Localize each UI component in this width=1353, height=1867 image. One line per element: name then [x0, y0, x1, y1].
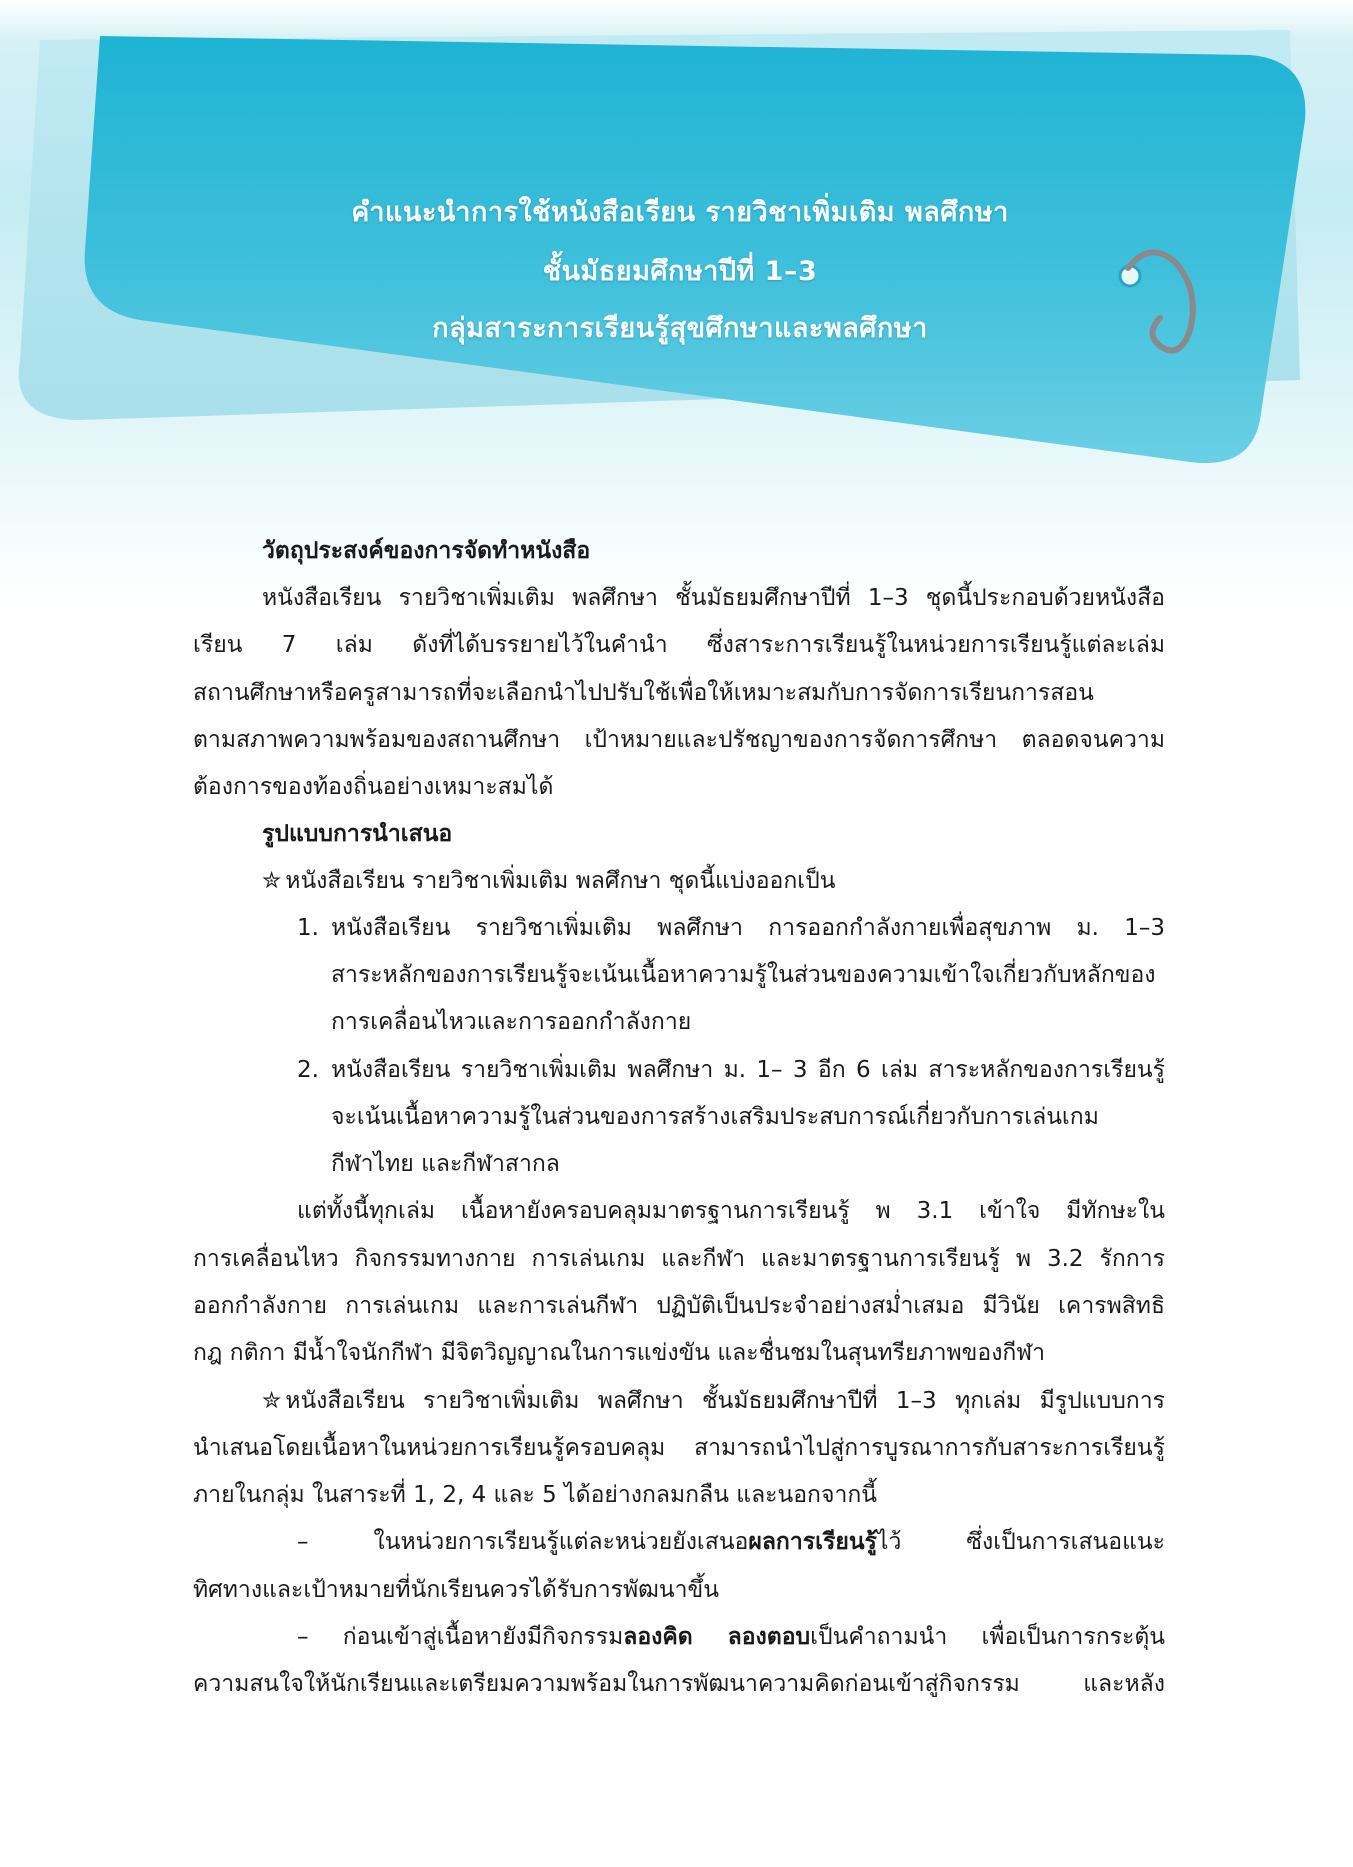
list-number: 2. [297, 1057, 319, 1083]
dash-item-text: – ก่อนเข้าสู่เนื้อหายังมีกิจกรรม [297, 1624, 624, 1650]
list-item-line: จะเน้นเนื้อหาความรู้ในส่วนของการสร้างเสริมประสบการณ์เกี่ยวกับการเล่นเกม [331, 1104, 1099, 1130]
list-number: 1. [297, 915, 319, 941]
section-heading-format: รูปแบบการนำเสนอ [262, 821, 453, 847]
paragraph-line: ความสนใจให้นักเรียนและเตรียมความพร้อมในการพัฒนาความคิดก่อนเข้าสู่กิจกรรม และหลัง [193, 1671, 1165, 1697]
paragraph-line: กฎ กติกา มีน้ำใจนักกีฬา มีจิตวิญญาณในการแข่งขัน และชื่นชมในสุนทรียภาพของกีฬา [193, 1340, 1045, 1366]
paragraph-line: ต้องการของท้องถิ่นอย่างเหมาะสมได้ [193, 774, 554, 800]
dash-item-text: – ในหน่วยการเรียนรู้แต่ละหน่วยยังเสนอ [297, 1529, 749, 1555]
star-outline-icon: ✮ [262, 1388, 282, 1414]
paragraph-line: สถานศึกษาหรือครูสามารถที่จะเลือกนำไปปรับใช้เพื่อให้เหมาะสมกับการจัดการเรียนการสอน [193, 680, 1094, 706]
dash-item [297, 1622, 1165, 1652]
paragraph-line: นำเสนอโดยเนื้อหาในหน่วยการเรียนรู้ครอบคลุม สามารถนำไปสู่การบูรณาการกับสาระการเรียนรู้ [193, 1435, 1165, 1461]
star-outline-icon: ✮ [262, 868, 282, 894]
list-item-text: หนังสือเรียน รายวิชาเพิ่มเติม พลศึกษา การออกกำลังกายเพื่อสุขภาพ ม. 1–3 [331, 915, 1165, 941]
paragraph-line: การเคลื่อนไหว กิจกรรมทางกาย การเล่นเกม และกีฬา และมาตรฐานการเรียนรู้ พ 3.2 รักการ [193, 1246, 1165, 1272]
bullet-text: หนังสือเรียน รายวิชาเพิ่มเติม พลศึกษา ชุดนี้แบ่งออกเป็น [285, 868, 836, 894]
dash-item [297, 1527, 1165, 1557]
paragraph-line: ออกกำลังกาย การเล่นเกม และการเล่นกีฬา ปฏิบัติเป็นประจำอย่างสม่ำเสมอ มีวินัย เคารพสิทธิ [193, 1293, 1165, 1319]
list-item-line: กีฬาไทย และกีฬาสากล [331, 1151, 560, 1177]
list-item-text: หนังสือเรียน รายวิชาเพิ่มเติม พลศึกษา ม. 1– 3 อีก 6 เล่ม สาระหลักของการเรียนรู้ [331, 1057, 1165, 1083]
bullet-line [262, 1386, 1165, 1416]
dash-item-bold: ลองคิด ลองตอบ [623, 1624, 811, 1650]
list-item [297, 913, 1165, 943]
paragraph-line: ตามสภาพความพร้อมของสถานศึกษา เป้าหมายและปรัชญาของการจัดการศึกษา ตลอดจนความ [193, 727, 1165, 753]
list-item [297, 1055, 1165, 1085]
page-title-line-3: กลุ่มสาระการเรียนรู้สุขศึกษาและพลศึกษา [432, 313, 928, 344]
dash-item-bold: ผลการเรียนรู้ [748, 1529, 877, 1555]
dash-item-text: เป็นคำถามนำ เพื่อเป็นการกระตุ้น [810, 1624, 1165, 1650]
section-heading-objective: วัตถุประสงค์ของการจัดทำหนังสือ [262, 538, 591, 564]
paragraph-line: หนังสือเรียน รายวิชาเพิ่มเติม พลศึกษา ชั้นมัธยมศึกษาปีที่ 1–3 ชุดนี้ประกอบด้วยหนังสือ [262, 585, 1165, 611]
page-title-line-2: ชั้นมัธยมศึกษาปีที่ 1–3 [542, 256, 818, 287]
paragraph-line: ภายในกลุ่ม ในสาระที่ 1, 2, 4 และ 5 ได้อย่างกลมกลืน และนอกจากนี้ [193, 1482, 878, 1508]
paragraph-line: แต่ทั้งนี้ทุกเล่ม เนื้อหายังครอบคลุมมาตรฐานการเรียนรู้ พ 3.1 เข้าใจ มีทักษะใน [297, 1198, 1165, 1224]
page-title-line-1: คำแนะนำการใช้หนังสือเรียน รายวิชาเพิ่มเติม พลศึกษา [351, 197, 1009, 228]
list-item-line: การเคลื่อนไหวและการออกกำลังกาย [331, 1009, 692, 1035]
dash-item-text: ไว้ ซึ่งเป็นการเสนอแนะ [876, 1529, 1165, 1555]
bullet-line [262, 866, 1234, 896]
list-item-line: สาระหลักของการเรียนรู้จะเน้นเนื้อหาความรู้ในส่วนของความเข้าใจเกี่ยวกับหลักของ [331, 962, 1156, 988]
paragraph-line: เรียน 7 เล่ม ดังที่ได้บรรยายไว้ในคำนำ ซึ่งสาระการเรียนรู้ในหน่วยการเรียนรู้แต่ละเล่ม [193, 632, 1165, 658]
paragraph-line: ทิศทางและเป้าหมายที่นักเรียนควรได้รับการพัฒนาขึ้น [193, 1577, 719, 1603]
bullet-text: หนังสือเรียน รายวิชาเพิ่มเติม พลศึกษา ชั้นมัธยมศึกษาปีที่ 1–3 ทุกเล่ม มีรูปแบบการ [285, 1388, 1165, 1414]
